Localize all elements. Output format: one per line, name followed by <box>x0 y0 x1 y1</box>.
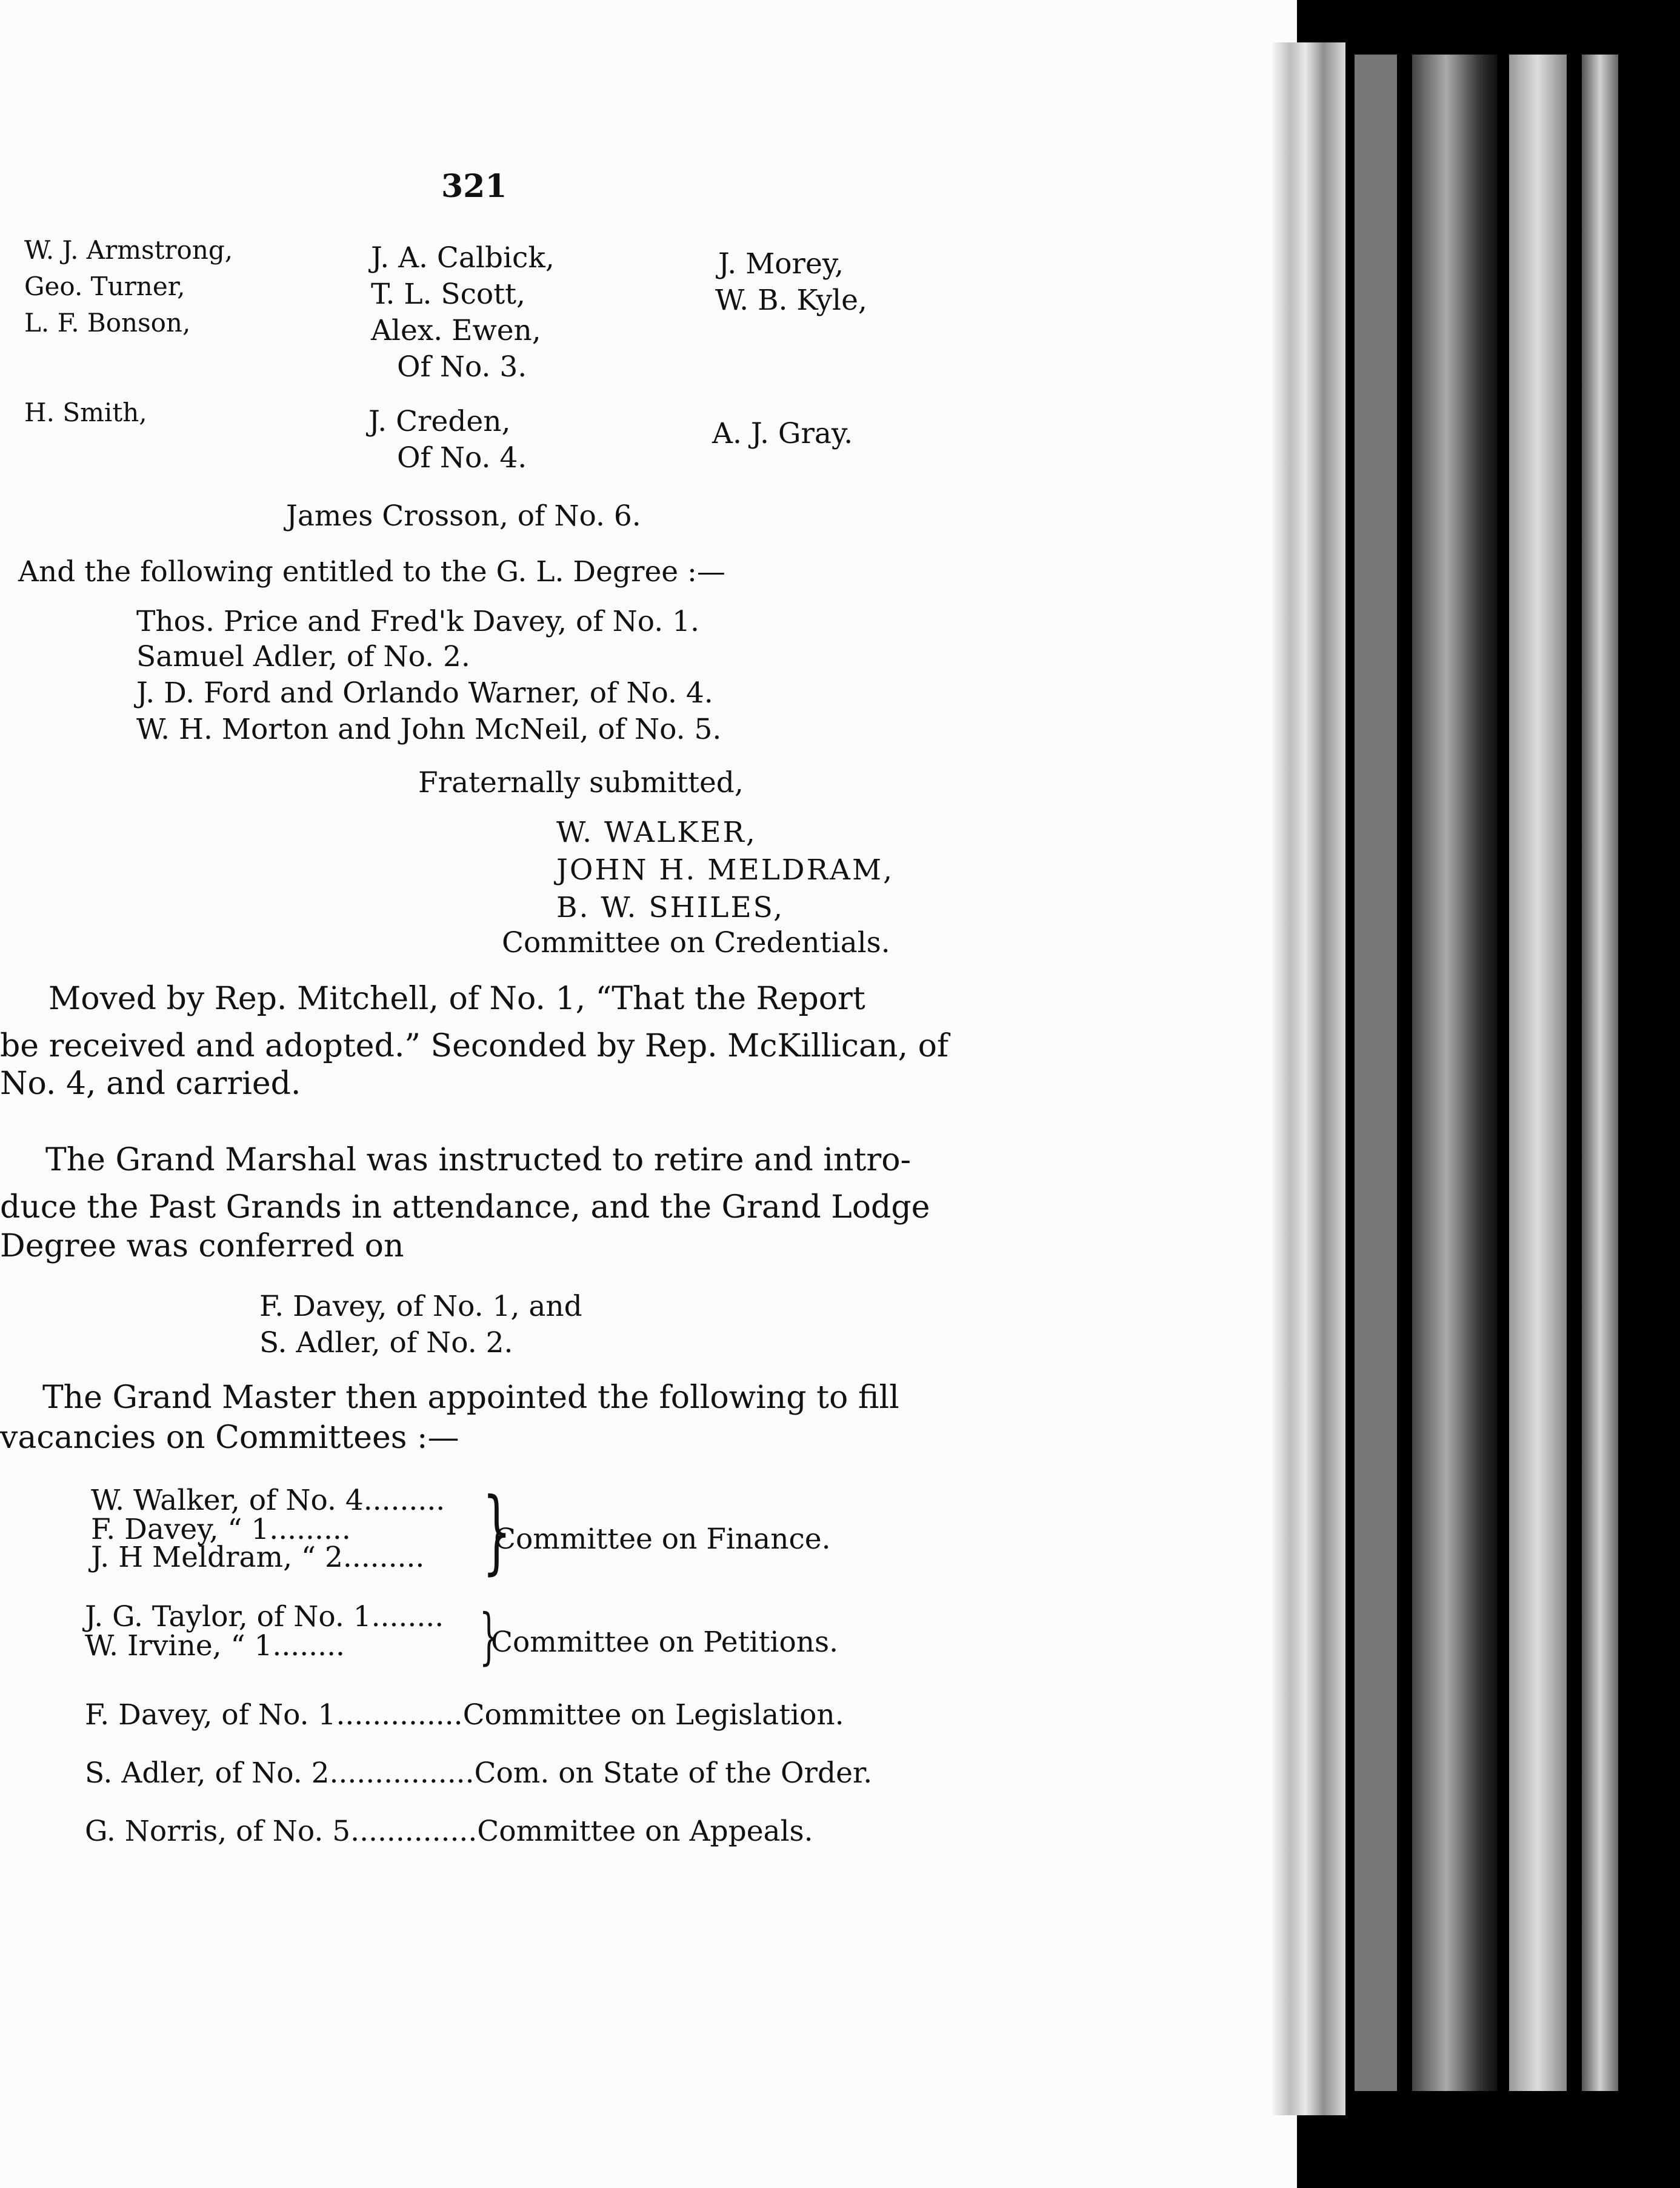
page-stack-shadow <box>1412 55 1497 2091</box>
appointee-entry: W. Walker, of No. 4......... <box>91 1484 445 1517</box>
member-name: J. Morey, <box>718 247 844 281</box>
appointee-entry: J. H Meldram, “ 2......... <box>91 1541 425 1574</box>
committee-title: Committee on Petitions. <box>491 1626 839 1659</box>
committee-title: Committee on Finance. <box>494 1523 831 1556</box>
lodge-number: Of No. 4. <box>397 441 527 475</box>
motion-text: Moved by Rep. Mitchell, of No. 1, “That the Report <box>48 981 865 1017</box>
gl-degree-entry: J. D. Ford and Orlando Warner, of No. 4. <box>136 676 713 710</box>
signatory-name: W. WALKER, <box>556 816 757 849</box>
appointee-entry: J. G. Taylor, of No. 1........ <box>85 1600 444 1633</box>
member-name: T. L. Scott, <box>371 278 525 311</box>
marshal-text: The Grand Marshal was instructed to retire and intro- <box>45 1142 912 1178</box>
signatory-name: JOHN H. MELDRAM, <box>556 853 895 887</box>
brace-icon: } <box>482 1479 512 1584</box>
member-name: A. J. Gray. <box>712 417 853 450</box>
motion-text: be received and adopted.” Seconded by Rep. McKillican, of <box>0 1028 949 1064</box>
appointee-entry: G. Norris, of No. 5..............Committee on Appeals. <box>85 1815 813 1848</box>
appointee-entry: S. Adler, of No. 2................Com. on State of the Order. <box>85 1756 873 1790</box>
member-name: L. F. Bonson, <box>24 308 191 338</box>
gl-degree-entry: Thos. Price and Fred'k Davey, of No. 1. <box>136 605 699 638</box>
member-name: Alex. Ewen, <box>371 314 541 347</box>
committee-title: Committee on Credentials. <box>502 926 890 959</box>
appointee-entry: W. Irvine, “ 1........ <box>85 1629 345 1663</box>
member-name: W. B. Kyle, <box>715 284 867 317</box>
member-name: W. J. Armstrong, <box>24 235 233 265</box>
gl-degree-entry: Samuel Adler, of No. 2. <box>136 640 470 673</box>
appointment-text: The Grand Master then appointed the following to fill <box>42 1379 899 1416</box>
brace-icon: } <box>479 1601 499 1672</box>
appointee-entry: F. Davey, “ 1......... <box>91 1513 351 1546</box>
signatory-name: B. W. SHILES, <box>556 891 785 924</box>
member-name: J. A. Calbick, <box>371 241 555 275</box>
conferred-entry: S. Adler, of No. 2. <box>259 1326 513 1359</box>
marshal-text: Degree was conferred on <box>0 1228 404 1264</box>
page-stack-shadow <box>1582 55 1618 2091</box>
page-stack-shadow <box>1355 55 1397 2091</box>
member-name: H. Smith, <box>24 398 147 427</box>
gl-degree-entry: W. H. Morton and John McNeil, of No. 5. <box>136 713 722 746</box>
page-stack-shadow <box>1509 55 1567 2091</box>
member-name: Geo. Turner, <box>24 272 185 301</box>
page-number: 321 <box>441 168 507 205</box>
closing-salutation: Fraternally submitted, <box>418 766 744 799</box>
motion-text: No. 4, and carried. <box>0 1066 301 1102</box>
appointment-text: vacancies on Committees :— <box>0 1419 459 1456</box>
member-name: James Crosson, of No. 6. <box>286 499 641 533</box>
lodge-number: Of No. 3. <box>397 350 527 384</box>
conferred-entry: F. Davey, of No. 1, and <box>259 1290 582 1323</box>
gl-degree-intro: And the following entitled to the G. L. Degree :— <box>18 555 725 589</box>
page-edge <box>1273 42 1345 2115</box>
member-name: J. Creden, <box>368 405 511 438</box>
marshal-text: duce the Past Grands in attendance, and the Grand Lodge <box>0 1189 930 1226</box>
appointee-entry: F. Davey, of No. 1..............Committee on Legislation. <box>85 1698 844 1732</box>
